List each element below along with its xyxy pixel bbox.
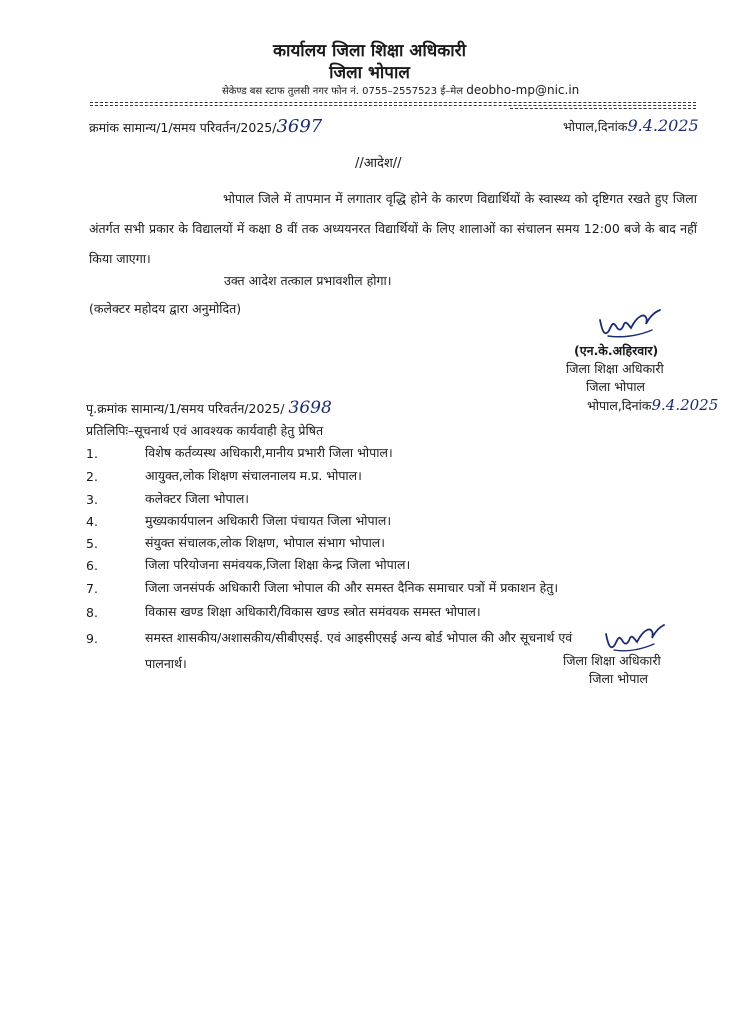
order-paragraph (89, 184, 697, 274)
list-item-number: 2. (86, 469, 98, 484)
list-item-text: जिला जनसंपर्क अधिकारी जिला भोपाल की और समस्त दैनिक समाचार पत्रों में प्रकाशन हेतु। (145, 580, 559, 595)
list-item-text: जिला परियोजना समंवयक,जिला शिक्षा केन्द्र जिला भोपाल। (145, 557, 411, 572)
list-item-text: विशेष कर्तव्यस्थ अधिकारी,मानीय प्रभारी जिला भोपाल। (145, 445, 393, 460)
endorsement-date-prefix: भोपाल,दिनांक (587, 398, 652, 413)
address-text: सेकेण्ड बस स्टाफ तुलसी नगर फोन नं. 0755–2557523 ई–मेल (222, 86, 464, 97)
header-divider-1 (90, 102, 696, 103)
list-item-text-continued: पालनार्थ। (145, 656, 187, 671)
header-divider-3 (510, 108, 696, 109)
list-item-text: आयुक्त,लोक शिक्षण संचालनालय म.प्र. भोपाल। (145, 468, 362, 483)
endorsement-ref-number: 3698 (288, 398, 332, 418)
signatory-2-district: जिला भोपाल (589, 671, 649, 686)
order-ref-number: 3697 (276, 116, 323, 137)
email-text: deobho-mp@nic.in (466, 83, 580, 97)
list-item-number: 4. (86, 514, 98, 529)
signatory-2-designation: जिला शिक्षा अधिकारी (563, 653, 661, 668)
office-district: जिला भोपाल (329, 63, 410, 83)
list-item-number: 9. (86, 631, 98, 646)
order-ref-prefix: क्रमांक सामान्य/1/समय परिवर्तन/2025/ (89, 120, 277, 135)
list-item-number: 8. (86, 605, 98, 620)
office-title: कार्यालय जिला शिक्षा अधिकारी (272, 41, 467, 61)
order-title: //आदेश// (355, 156, 402, 171)
approval-note: (कलेक्टर महोदय द्वारा अनुमोदित) (89, 301, 242, 316)
order-paragraph-text: भोपाल जिले में तापमान में लगातार वृद्धि होने के कारण विद्यार्थियों के स्वास्थ्य को दृष्टिगत रखते हुए जिला अंतर्गत सभी प्रकार के विद्यालयों में कक्षा 8 वीं तक अध्ययनरत विद्यार्थियों के लिए शालाओं का संचालन समय 12:00 बजे के बाद नहीं किया जाएगा। (89, 191, 697, 266)
endorsement-date-value: 9.4.2025 (651, 396, 719, 414)
list-item-text: संयुक्त संचालक,लोक शिक्षण, भोपाल संभाग भोपाल। (145, 535, 386, 550)
copy-to-line: प्रतिलिपिः–सूचनार्थ एवं आवश्यक कार्यवाही हेतु प्रेषित (86, 423, 324, 438)
endorsement-date (587, 396, 718, 414)
signatory-designation: जिला शिक्षा अधिकारी (566, 361, 664, 376)
list-item-text: विकास खण्ड शिक्षा अधिकारी/विकास खण्ड स्त्रोत समंवयक समस्त भोपाल। (145, 604, 481, 619)
signature-1 (592, 306, 672, 346)
order-date-prefix: भोपाल,दिनांक (563, 119, 628, 134)
signatory-district: जिला भोपाल (586, 379, 646, 394)
list-item-text: कलेक्टर जिला भोपाल। (145, 491, 250, 506)
signatory-name: (एन.के.अहिरवार) (574, 343, 659, 358)
endorsement-ref-prefix: पृ.क्रमांक सामान्य/1/समय परिवर्तन/2025/ (86, 401, 285, 416)
list-item-number: 6. (86, 558, 98, 573)
order-reference (89, 116, 322, 137)
order-date (563, 116, 699, 135)
header-divider-2 (90, 105, 696, 106)
endorsement-reference (86, 398, 332, 418)
order-date-value: 9.4.2025 (627, 116, 699, 135)
list-item-number: 7. (86, 581, 98, 596)
order-effect: उक्त आदेश तत्काल प्रभावशील होगा। (224, 273, 392, 288)
office-address (222, 83, 579, 97)
list-item-number: 5. (86, 536, 98, 551)
list-item-number: 3. (86, 492, 98, 507)
list-item-text: समस्त शासकीय/अशासकीय/सीबीएसई. एवं आइसीएसई अन्य बोर्ड भोपाल की और सूचनार्थ एवं (145, 630, 573, 645)
list-item-number: 1. (86, 446, 98, 461)
list-item-text: मुख्यकार्यपालन अधिकारी जिला पंचायत जिला भोपाल। (145, 513, 392, 528)
